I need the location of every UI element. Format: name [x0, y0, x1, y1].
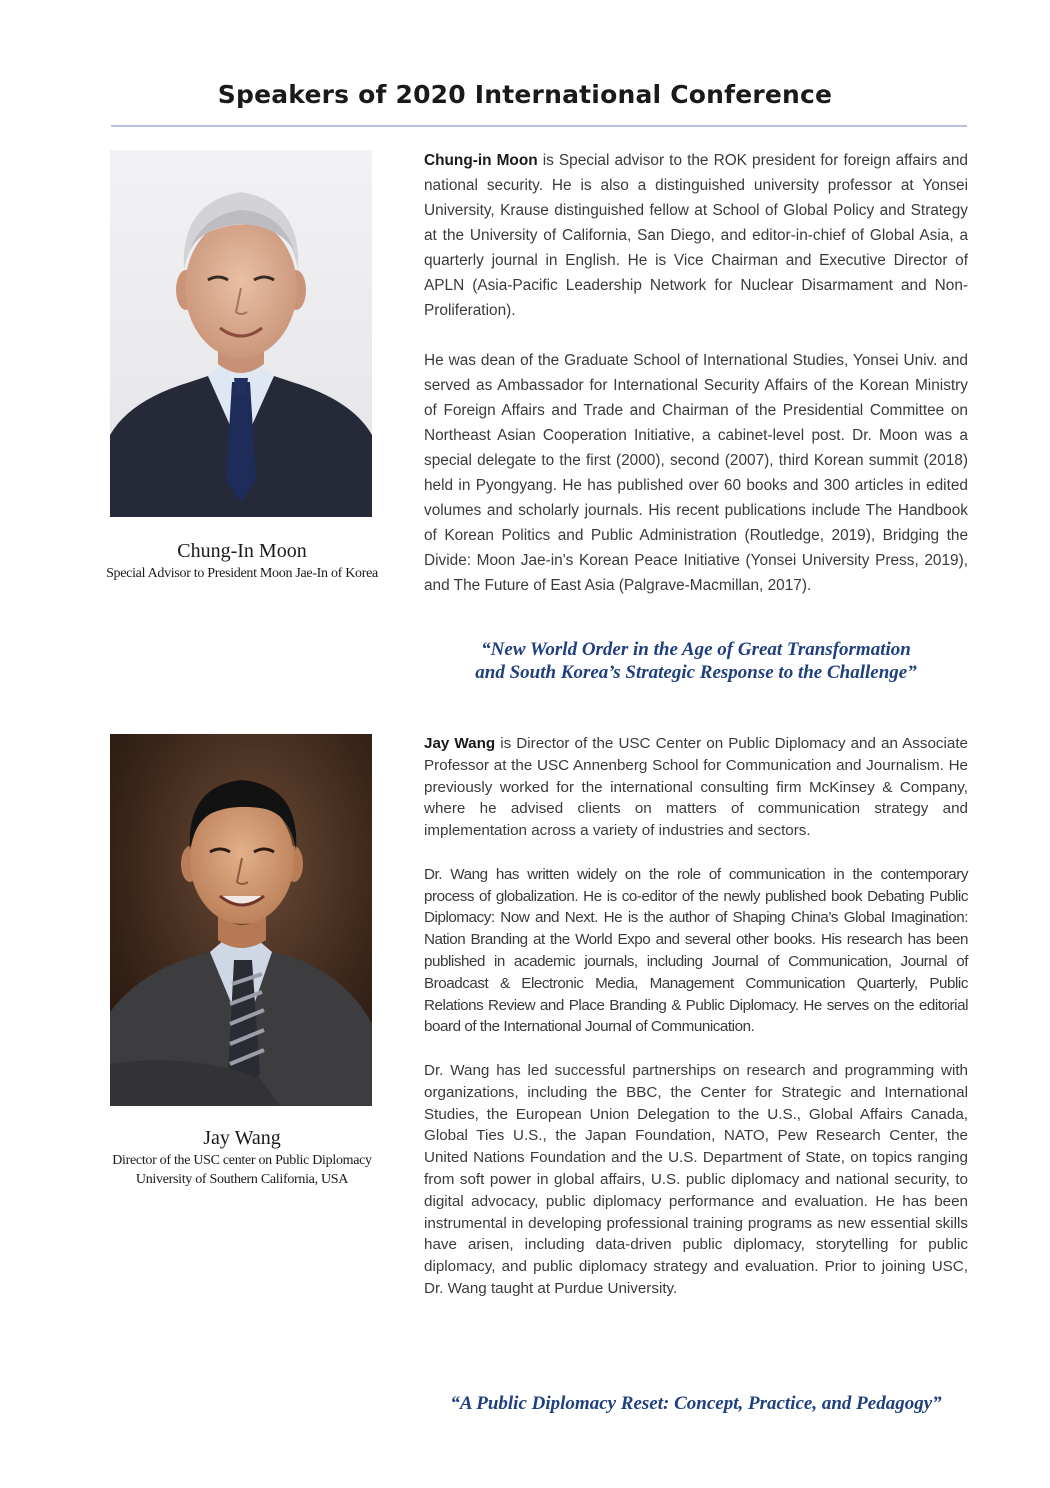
- speaker-caption: [80, 538, 404, 583]
- speaker-caption: [80, 1125, 404, 1189]
- bio-paragraph: Dr. Wang has written widely on the role of communication in the contemporary process of globalization. He is co-editor of the newly published book Debating Public Diplomacy: Now and Next. He is the author of Shaping China’s Global Imagination: Nation Branding at the World Expo and several other books. His research has been published in academic journals, including Journal of Communication, Journal of Broadcast & Electronic Media, Management Communication Quarterly, Public Relations Review and Place Branding & Public Diplomacy. He serves on the editorial board of the International Journal of Communication.: [424, 865, 968, 1036]
- speaker-name: Jay Wang: [203, 1127, 281, 1149]
- speaker-name: Chung-In Moon: [177, 540, 307, 562]
- talk-title-line: and South Korea’s Strategic Response to the Challenge”: [475, 662, 917, 683]
- speaker-role: Special Advisor to President Moon Jae-In of Korea: [106, 566, 378, 581]
- bio-paragraph: Dr. Wang has led successful partnerships on research and programming with organizations, including the BBC, the Center for Strategic and International Studies, the European Union Delegation to the U.S., Global Affairs Canada, Global Ties U.S., the Japan Foundation, NATO, Pew Research Center, the United Nations Foundation and the U.S. Department of State, on topics ranging from soft power in global affairs, U.S. public diplomacy and national security, to digital advocacy, public diplomacy performance and evaluation. He has been instrumental in developing professional training programs as new essential skills have arisen, including data-driven public diplomacy, storytelling for public diplomacy, and public diplomacy strategy and evaluation. Prior to joining USC, Dr. Wang taught at Purdue University.: [424, 1061, 968, 1297]
- bio-paragraph: He was dean of the Graduate School of International Studies, Yonsei Univ. and served as Ambassador for International Security Affairs of the Korean Ministry of Foreign Affairs and Trade and Chairman of the Presidential Committee on Northeast Asian Cooperation Initiative, a cabinet-level post. Dr. Moon was a special delegate to the first (2000), second (2007), third Korean summit (2018) held in Pyongyang. He has published over 60 books and 300 articles in edited volumes and scholarly journals. His recent publications include The Handbook of Korean Politics and Public Administration (Routledge, 2019), Bridging the Divide: Moon Jae-in's Korean Peace Initiative (Yonsei University Press, 2019), and The Future of East Asia (Palgrave-Macmillan, 2017).: [424, 352, 968, 594]
- speaker-photo-chung-in-moon: [110, 150, 372, 517]
- page-title: Speakers of 2020 International Conference: [217, 80, 833, 109]
- bio-paragraph: [424, 148, 968, 323]
- bio-lead-name: Jay Wang: [424, 735, 496, 752]
- talk-title-line: “A Public Diplomacy Reset: Concept, Practice, and Pedagogy”: [450, 1393, 942, 1414]
- bio-lead-name: Chung-in Moon: [424, 152, 538, 169]
- speaker-affiliation: University of Southern California, USA: [135, 1172, 349, 1187]
- speaker-role: Director of the USC center on Public Diplomacy: [112, 1153, 372, 1168]
- speaker-bio: [424, 733, 968, 1300]
- bio-text: is Special advisor to the ROK president for foreign affairs and national security. He is also a distinguished university professor at Yonsei University, Krause distinguished fellow at School of Global Policy and Strategy at the University of California, San Diego, and editor-in-chief of Global Asia, a quarterly journal in English. He is Vice Chairman and Executive Director of APLN (Asia-Pacific Leadership Network for Nuclear Disarmament and Non-Proliferation).: [424, 152, 968, 319]
- bio-text: is Director of the USC Center on Public Diplomacy and an Associate Professor at the USC Annenberg School for Communication and Journalism. He previously worked for the international consulting firm McKinsey & Company, where he advised clients on matters of communication strategy and implementation across a variety of industries and sectors.: [424, 735, 968, 840]
- title-divider: [111, 125, 967, 127]
- speaker-photo-jay-wang: [110, 734, 372, 1106]
- bio-paragraph: [424, 733, 968, 842]
- talk-title: [424, 638, 968, 684]
- speaker-bio: [424, 148, 968, 598]
- talk-title-line: “New World Order in the Age of Great Transformation: [481, 639, 911, 660]
- talk-title: [424, 1392, 968, 1415]
